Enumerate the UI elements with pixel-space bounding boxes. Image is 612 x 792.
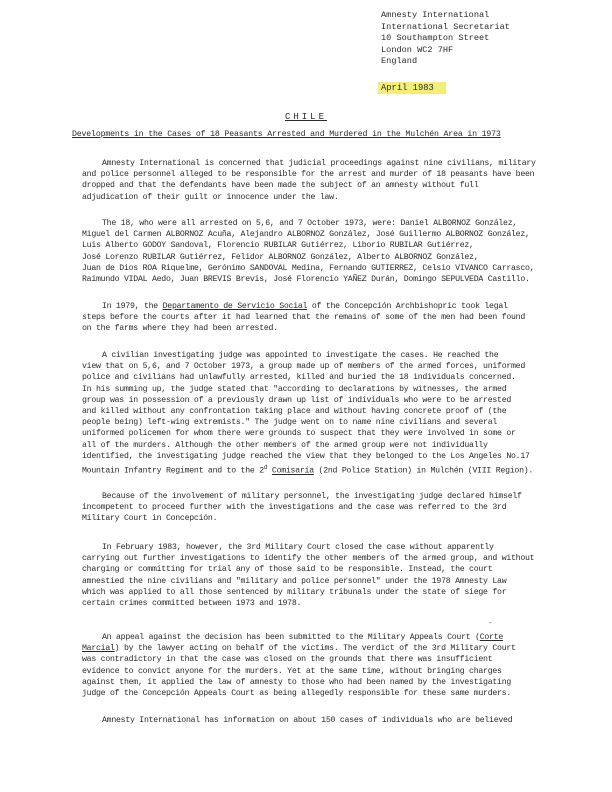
paragraph-3 — [82, 301, 552, 335]
text-fragment: ) by the lawyer acting on behalf of the victims. The verdict of the 3rd Military Court — [114, 644, 516, 654]
text-line: police and civilians had unlawfully arrested, killed and buried the 18 individuals concerned. — [82, 373, 516, 383]
text-line: Amnesty International is concerned that judicial proceedings against nine civilians, military — [102, 159, 536, 168]
text-line: group was in possession of a previously drawn up list of individuals who were to be arrested — [82, 395, 512, 405]
text-line: was contradictory in that the case was closed on the grounds that there was insufficient — [82, 655, 493, 665]
document-subheading: Developments in the Cases of 18 Peasants Arrested and Murdered in the Mulchén Area in 1973 — [72, 130, 501, 139]
address-line: International Secretariat — [381, 21, 510, 32]
paragraph-1 — [82, 158, 552, 203]
text-line: evidence to convict anyone for the murders. Yet at the same time, without bringing charges — [82, 666, 502, 676]
text-line: against them, it applied the law of amnesty to those who had been named by the investigating — [82, 677, 512, 687]
text-line: people being) left-wing extremists." The judge went on to name nine civilians and several — [82, 418, 498, 428]
text-line: steps before the courts after it had learned that the remains of some of the men had been found — [82, 313, 526, 323]
text-line — [82, 643, 552, 654]
text-line: adjudication of their guilt or innocence under the law. — [82, 192, 339, 202]
underlined-term: Marcial — [82, 644, 115, 654]
underlined-term: Comisaría — [271, 466, 314, 476]
paragraph-5 — [82, 491, 552, 525]
text-line: Miguel del Carmen ALBORNOZ Acuña, Alejandro ALBORNOZ González, José Guillermo ALBORNOZ González, — [82, 230, 530, 240]
text-line: and police personnel alleged to be responsible for the arrest and murder of 18 peasants have been — [82, 170, 535, 180]
text-line: view that on 5,6, and 7 October 1973, a group made up of members of the armed forces, uniformed — [82, 362, 526, 372]
text-line: dropped and that the defendants have been made the subject of an amnesty without full — [82, 181, 479, 191]
margin-mark: - — [488, 619, 493, 628]
sender-address — [381, 10, 510, 68]
text-line: Juan de Dios ROA Riquelme, Gerónimo SANDOVAL Medina, Fernando GUTIERREZ, Celsio VIVANCO Carrasco, — [82, 263, 535, 273]
text-line: and killed without any confrontation taking place and without having concrete proof of (the — [82, 407, 507, 417]
text-line: identified, the investigating judge reached the view that they belonged to the Los Angeles No.17 — [82, 451, 530, 461]
text-line: carrying out further investigations to identify the other members of the armed group, and without — [82, 554, 535, 564]
text-line: In February 1983, however, the 3rd Military Court closed the case without apparently — [102, 543, 494, 552]
text-fragment: (2nd Police Station) in Mulchén (VIII Region). — [313, 466, 534, 476]
address-line: London WC2 7HF — [381, 44, 454, 55]
paragraph-2-names — [82, 218, 552, 285]
address-line: 10 Southampton Street — [381, 33, 490, 44]
text-line: Military Court in Concepción. — [82, 514, 218, 524]
address-line: Amnesty International — [381, 10, 490, 20]
underlined-term: Corte — [479, 633, 504, 642]
address-line: England — [381, 56, 418, 67]
text-fragment: of the Concepción Archbishopric took legal — [307, 302, 508, 311]
text-line: Amnesty International has information on about 150 cases of individuals who are believed — [102, 716, 513, 725]
text-line: Luis Alberto GODOY Sandoval, Florencio RUBILAR Gutiérrez, Liborio RUBILAR Gutiérrez, — [82, 241, 474, 251]
text-line: A civilian investigating judge was appointed to investigate the cases. He reached the — [102, 351, 499, 360]
text-line: which was applied to all those sentenced by military tribunals under the state of siege for — [82, 587, 507, 597]
text-line: amnestied the nine civilians and "military and police personnel" under the 1978 Amnesty Law — [82, 576, 507, 586]
underlined-organization: Departamento de Servicio Social — [162, 302, 308, 311]
text-line: José Lorenzo RUBILAR Gutiérrez, Felidor ALBORNOZ González, Alberto ALBORNOZ González, — [82, 252, 479, 262]
text-line: The 18, who were all arrested on 5,6, and 7 October 1973, were: Daniel ALBORNOZ González, — [102, 219, 518, 228]
text-line: uniformed policemen for whom there were grounds to suspect that they were involved in some or — [82, 429, 516, 439]
text-line: on the farms where they had been arrested. — [82, 324, 278, 334]
text-line — [82, 301, 552, 312]
text-fragment: Mountain Infantry Regiment and to the 2 — [82, 466, 264, 476]
text-line: Raimundo VIDAL Aedo, Juan BREVIS Brevis, José Florencio YAÑEZ Durán, Domingo SEPULVEDA Castillo. — [82, 275, 530, 285]
text-line: all of the murders. Although the other members of the armed group were not individually — [82, 440, 488, 450]
paragraph-6 — [82, 542, 552, 609]
text-fragment: An appeal against the decision has been submitted to the Military Appeals Court ( — [102, 633, 480, 642]
paragraph-7 — [82, 632, 552, 699]
text-line: certain crimes committed between 1973 and 1978. — [82, 599, 302, 609]
superscript: d — [263, 464, 268, 472]
text-line — [82, 632, 552, 643]
text-line: Because of the involvement of military personnel, the investigating judge declared himself — [102, 492, 522, 501]
document-heading: CHILE — [284, 112, 327, 122]
text-line — [82, 462, 552, 477]
document-date-highlighted: April 1983 — [378, 82, 446, 94]
text-line: judge of the Concepción Appeals Court as being allegedly responsible for these same murders. — [82, 689, 512, 699]
paragraph-8 — [82, 715, 552, 726]
text-line: charging or committing for trial any of those said to be responsible. Instead, the court — [82, 565, 493, 575]
text-line: In his summing up, the judge stated that "according to declarations by witnesses, the armed — [82, 384, 507, 394]
paragraph-4 — [82, 350, 552, 477]
text-fragment: In 1979, the — [102, 302, 163, 311]
text-line: incompetent to proceed further with the investigations and the case was referred to the 3rd — [82, 503, 507, 513]
